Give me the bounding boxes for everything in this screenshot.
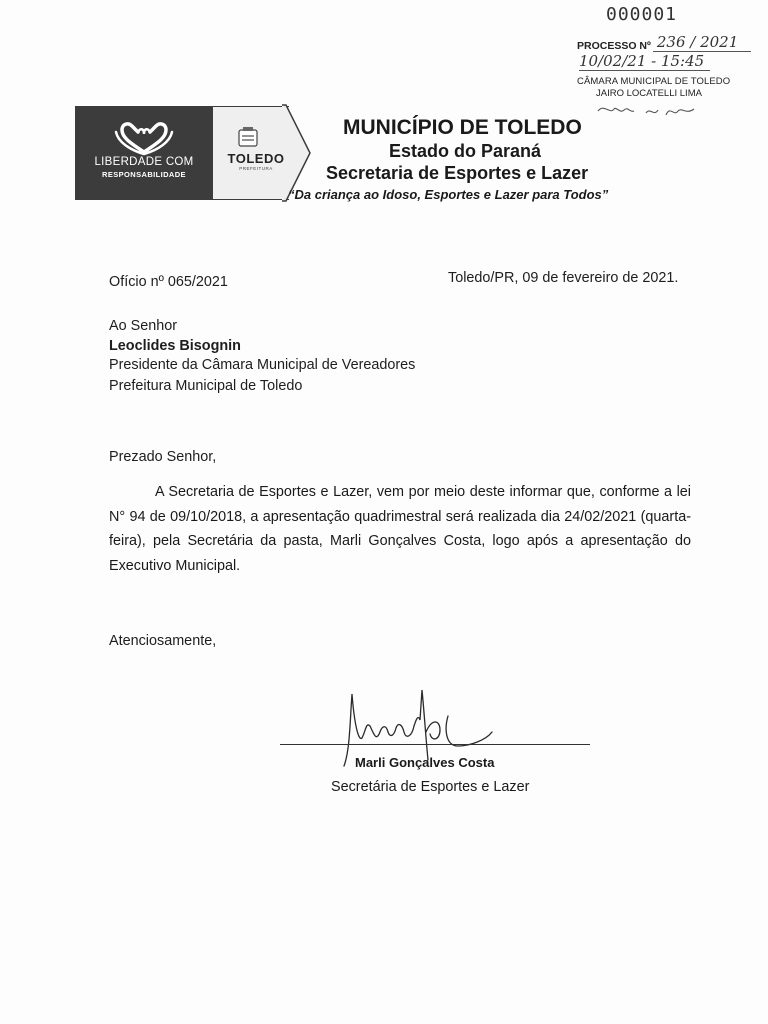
oficio-number: Ofício nº 065/2021 — [109, 274, 228, 290]
signer-name: Marli Gonçalves Costa — [355, 755, 495, 770]
logo-text-line1: LIBERDADE COM — [94, 156, 194, 168]
protocol-number: 000001 — [606, 4, 678, 25]
city-crest-icon — [234, 126, 262, 150]
recipient-org: Prefeitura Municipal de Toledo — [109, 378, 303, 394]
processo-label: PROCESSO Nº — [577, 40, 651, 52]
closing: Atenciosamente, — [109, 633, 217, 649]
logo-city-name: TOLEDO — [227, 151, 285, 166]
processo-stamp — [577, 33, 751, 52]
header-municipio: MUNICÍPIO DE TOLEDO — [343, 116, 582, 139]
signer-role: Secretária de Esportes e Lazer — [331, 779, 530, 795]
logo-city-subtitle: PREFEITURA — [239, 166, 273, 171]
hands-heart-icon — [112, 118, 176, 156]
stamp-camara: CÂMARA MUNICIPAL DE TOLEDO — [577, 76, 731, 87]
recipient-name: Leoclides Bisognin — [109, 338, 241, 354]
stamp-name: JAIRO LOCATELLI LIMA — [596, 88, 702, 99]
stamp-date-time: 10/02/21 - 15:45 — [579, 52, 710, 71]
recipient-title: Presidente da Câmara Municipal de Vereadores — [109, 357, 416, 373]
processo-value: 236 / 2021 — [653, 33, 751, 52]
header-slogan: “Da criança ao Idoso, Esportes e Lazer para Todos” — [288, 187, 609, 202]
greeting: Prezado Senhor, — [109, 449, 217, 465]
logo-text-line2: RESPONSABILIDADE — [102, 170, 186, 179]
header-estado: Estado do Paraná — [389, 141, 542, 161]
stamp-initials-signature — [594, 101, 704, 123]
letter-body-paragraph: A Secretaria de Esportes e Lazer, vem por meio deste informar que, conforme a lei N° 94 de 09/10/2018, a apresentação quadrimestral será realizada dia 24/02/2021 (quarta-feira), pela Secretária da pasta, Marli Gonçalves Costa, logo após a apresentação do Executivo Municipal. — [109, 484, 691, 574]
header-secretaria: Secretaria de Esportes e Lazer — [326, 163, 589, 183]
signature-line — [280, 744, 590, 745]
salutation-to: Ao Senhor — [109, 318, 178, 334]
letter-date: Toledo/PR, 09 de fevereiro de 2021. — [448, 270, 679, 286]
